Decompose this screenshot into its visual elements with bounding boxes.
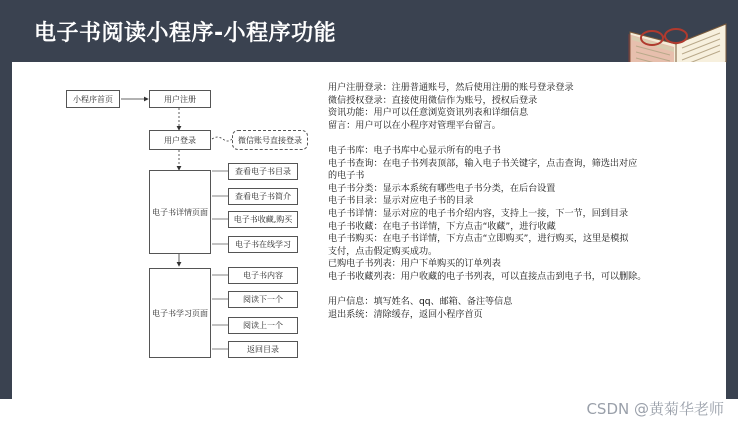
flow-diagram — [32, 80, 322, 390]
register-node: 用户注册 — [149, 90, 211, 108]
desc-line: 用户注册登录：注册普通账号，然后使用注册的账号登录登录 — [328, 83, 574, 93]
desc-line: 微信授权登录：直接使用微信作为账号，授权后登录 — [328, 95, 538, 106]
detail-item: 电子书在线学习 — [228, 236, 298, 253]
study-item: 阅读下一个 — [228, 291, 298, 308]
detail-item: 查看电子书简介 — [228, 188, 298, 205]
detail-item: 查看电子书目录 — [228, 163, 298, 180]
wechat-login-node: 微信账号直接登录 — [232, 130, 308, 150]
login-node: 用户登录 — [149, 130, 211, 150]
content-panel — [12, 62, 726, 399]
desc-line: 已购电子书列表：用户下单购买的订单列表 — [328, 259, 501, 270]
study-item: 返回目录 — [228, 341, 298, 358]
feature-description — [328, 82, 723, 321]
desc-line: 电子书库：电子书库中心显示所有的电子书 — [328, 145, 501, 156]
desc-line: 用户信息：填写姓名、qq、邮箱、备注等信息 — [328, 297, 513, 308]
desc-line: 电子书查询：在电子书列表顶部，输入电子书关键字，点击查询，筛选出对应 — [328, 158, 638, 169]
detail-item: 电子书收藏,购买 — [228, 211, 298, 228]
desc-line: 电子书收藏列表：用户收藏的电子书列表，可以直接点击到电子书，可以删除。 — [328, 271, 647, 282]
desc-line: 电子书收藏：在电子书详情，下方点击“收藏”，进行收藏 — [328, 221, 556, 232]
watermark: CSDN @黄菊华老师 — [586, 400, 724, 418]
desc-line: 资讯功能：用户可以任意浏览资讯列表和详细信息 — [328, 108, 529, 119]
desc-line: 留言：用户可以在小程序对管理平台留言。 — [328, 120, 501, 131]
desc-line: 电子书分类：显示本系统有哪些电子书分类，在后台设置 — [328, 183, 556, 194]
study-item: 阅读上一个 — [228, 317, 298, 334]
study-page-node: 电子书学习页面 — [149, 268, 211, 358]
desc-line: 电子书购买：在电子书详情，下方点击“立即购买”，进行购买，这里是模拟 — [328, 234, 629, 245]
desc-line: 的电子书 — [328, 171, 365, 182]
home-node: 小程序首页 — [66, 90, 120, 108]
detail-page-node: 电子书详情页面 — [149, 170, 211, 254]
desc-line: 支付，点击假定购买成功。 — [328, 246, 438, 257]
desc-line: 退出系统：清除缓存，返回小程序首页 — [328, 309, 483, 320]
study-item: 电子书内容 — [228, 267, 298, 284]
desc-line: 电子书详情：显示对应的电子书介绍内容，支持上一接，下一节，回到目录 — [328, 208, 629, 219]
slide-title: 电子书阅读小程序-小程序功能 — [34, 21, 337, 46]
desc-line: 电子书目录：显示对应电子书的目录 — [328, 196, 474, 207]
